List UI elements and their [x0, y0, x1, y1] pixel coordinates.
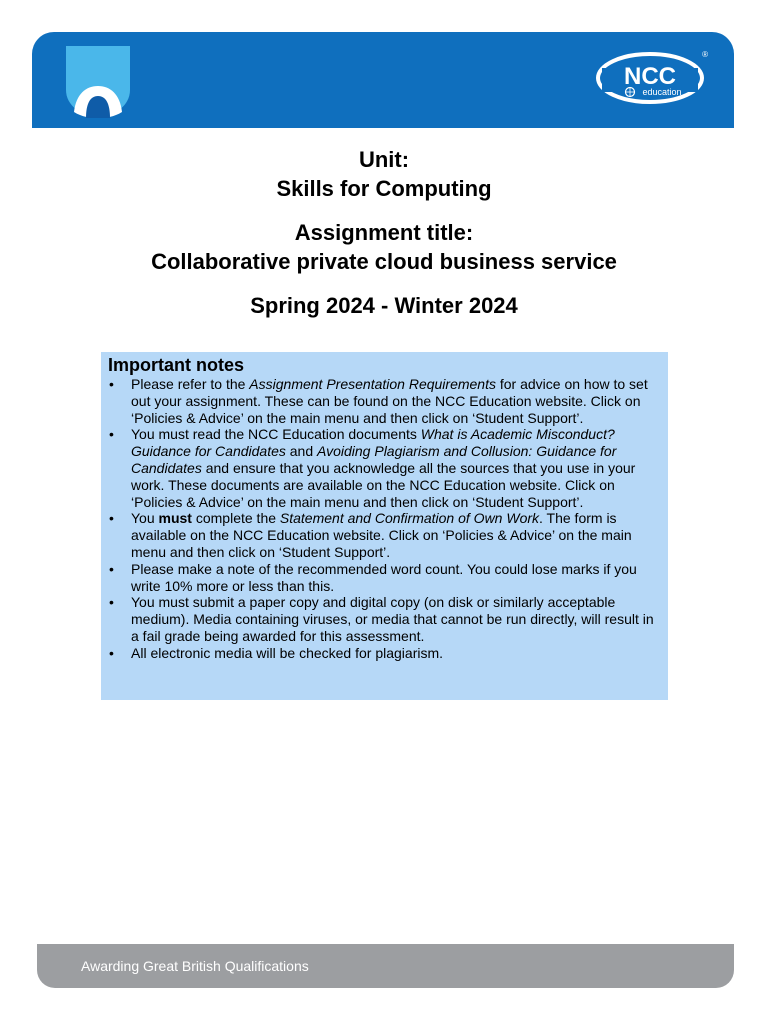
assignment-label: Assignment title:: [294, 220, 474, 245]
unit-label: Unit:: [358, 147, 410, 172]
note-text: . The form is available on the NCC Education website. Click on ‘Policies & Advice’ on the main menu and then click on ‘Student Support’.: [131, 510, 632, 560]
ncc-logo-text: NCC: [624, 63, 676, 90]
ncc-swoosh-icon: [592, 48, 712, 110]
note-item: [108, 510, 660, 560]
header-banner: [32, 32, 734, 128]
registered-mark: ®: [702, 50, 708, 59]
unit-name: Skills for Computing: [276, 176, 492, 201]
note-doc-title: Avoiding Plagiarism and Collusion: Guidance for Candidates: [131, 443, 617, 476]
note-item: [108, 376, 660, 426]
note-text: You must read the NCC Education documents: [131, 426, 421, 443]
note-item: • All electronic media will be checked for plagiarism.: [108, 645, 660, 662]
footer-tagline: Awarding Great British Qualifications: [81, 958, 309, 974]
note-item: [108, 426, 660, 510]
notes-heading: Important notes: [108, 355, 245, 375]
assignment-period: Spring 2024 - Winter 2024: [250, 293, 518, 318]
note-text: complete the: [191, 510, 280, 527]
important-notes-box: [101, 352, 668, 700]
note-text: for advice on how to set out your assignment. These can be found on the NCC Education website. Click on ‘Policies & Advice’ on the main menu and then click on ‘Student Support’.: [131, 376, 648, 426]
note-item: • Please make a note of the recommended word count. You could lose marks if you write 10% more or less than this.: [108, 561, 660, 595]
note-doc-title: What is Academic Misconduct? Guidance for Candidates: [131, 426, 615, 460]
note-doc-title: Statement and Confirmation of Own Work: [279, 510, 540, 527]
note-item: • You must submit a paper copy and digital copy (on disk or similarly acceptable medium). Media containing viruses, or media that cannot be run directly, will result in a fail grade being awarded for this assessment.: [108, 594, 660, 644]
unit-block: [0, 145, 768, 203]
ncc-logo-subtext: education: [642, 87, 682, 97]
note-text: and: [285, 443, 318, 460]
note-text: Please refer to the: [131, 376, 250, 392]
university-shield-logo: [66, 46, 130, 118]
assignment-name: Collaborative private cloud business service: [151, 249, 617, 274]
footer-banner: [37, 944, 734, 988]
note-text: and ensure that you acknowledge all the sources that you use in your work. These documents are available on the NCC Education website. Click on ‘Policies & Advice’ on the main menu and then click on ‘Student Support’.: [131, 459, 636, 510]
note-emphasis: must: [158, 510, 192, 527]
period-block: [0, 291, 768, 320]
ncc-education-logo: [592, 48, 712, 110]
assignment-block: [0, 218, 768, 276]
notes-list: [108, 376, 660, 662]
note-doc-title: Assignment Presentation Requirements: [249, 376, 496, 392]
note-text: You: [131, 510, 159, 527]
